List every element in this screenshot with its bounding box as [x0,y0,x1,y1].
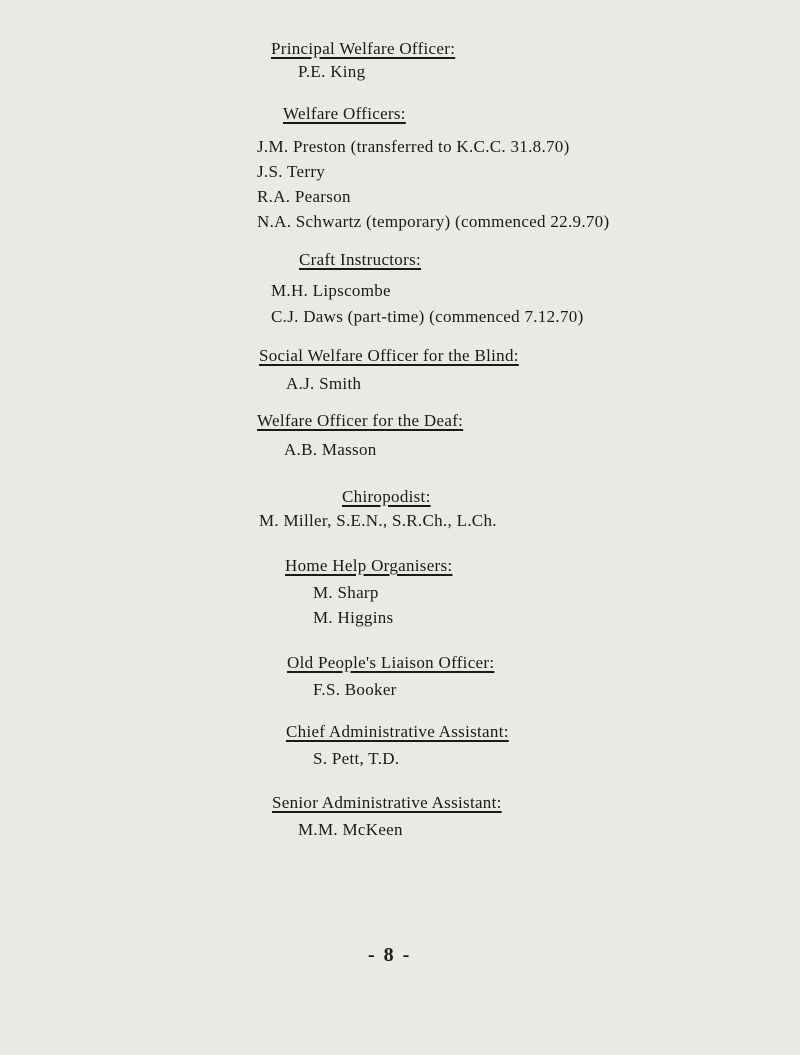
staff-entry: S. Pett, T.D. [313,749,400,768]
staff-entry: M.H. Lipscombe [271,281,391,300]
section-heading-home-help-organisers: Home Help Organisers: [285,556,453,575]
staff-entry: A.J. Smith [286,374,362,393]
staff-entry: J.S. Terry [257,162,326,181]
page-number: - 8 - [368,944,412,966]
section-heading-chief-admin-assistant: Chief Administrative Assistant: [286,722,509,741]
section-heading-deaf-officer: Welfare Officer for the Deaf: [257,411,464,430]
staff-entry: P.E. King [298,62,366,81]
section-heading-senior-admin-assistant: Senior Administrative Assistant: [272,793,502,812]
section-heading-chiropodist: Chiropodist: [342,487,431,506]
section-heading-craft-instructors: Craft Instructors: [299,250,422,269]
staff-entry: A.B. Masson [284,440,377,459]
section-heading-blind-officer: Social Welfare Officer for the Blind: [259,346,519,365]
section-heading-liaison-officer: Old People's Liaison Officer: [287,653,495,672]
section-heading-principal-welfare-officer: Principal Welfare Officer: [271,39,456,58]
staff-entry: F.S. Booker [313,680,397,699]
staff-entry: N.A. Schwartz (temporary) (commenced 22.9.70) [257,212,610,231]
staff-entry: M. Sharp [313,583,379,602]
staff-entry: M. Miller, S.E.N., S.R.Ch., L.Ch. [259,511,497,530]
staff-entry: M. Higgins [313,608,394,627]
staff-entry: J.M. Preston (transferred to K.C.C. 31.8.70) [257,137,570,156]
staff-entry: M.M. McKeen [298,820,403,839]
staff-entry: R.A. Pearson [257,187,351,206]
section-heading-welfare-officers: Welfare Officers: [283,104,406,123]
staff-entry: C.J. Daws (part-time) (commenced 7.12.70) [271,307,584,326]
